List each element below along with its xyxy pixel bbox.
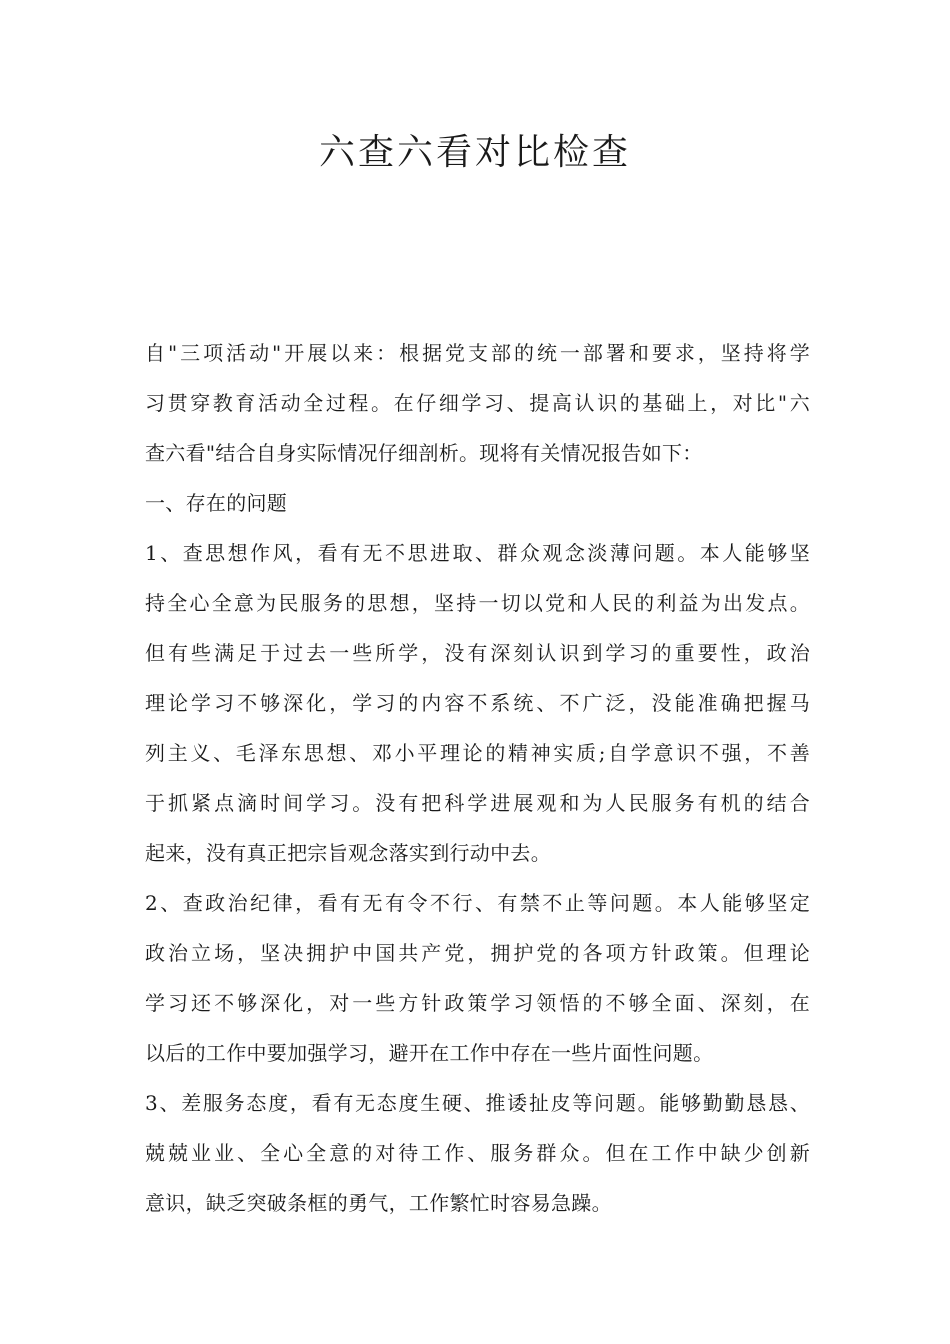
text-line: 于抓紧点滴时间学习。没有把科学进展观和为人民服务有机的结合 <box>145 791 810 815</box>
text-line: 以后的工作中要加强学习，避开在工作中存在一些片面性问题。 <box>145 1041 714 1065</box>
document-title: 六查六看对比检查 <box>318 132 631 173</box>
text-line: 兢兢业业、全心全意的对待工作、服务群众。但在工作中缺少创新 <box>145 1141 810 1165</box>
text-line: 起来，没有真正把宗旨观念落实到行动中去。 <box>145 841 551 865</box>
text-line: 持全心全意为民服务的思想，坚持一切以党和人民的利益为出发点。 <box>145 591 810 615</box>
paragraph-item-3 <box>145 1083 810 1233</box>
text-line: 1、查思想作风，看有无不思进取、群众观念淡薄问题。本人能够坚 <box>145 541 810 565</box>
text-line: 3、差服务态度，看有无态度生硬、推诿扯皮等问题。能够勤勤恳恳、 <box>145 1091 810 1115</box>
text-line: 理论学习不够深化，学习的内容不系统、不广泛，没能准确把握马 <box>145 691 810 715</box>
text-line: 列主义、毛泽东思想、邓小平理论的精神实质;自学意识不强，不善 <box>145 741 810 765</box>
text-line: 自"三项活动"开展以来：根据党支部的统一部署和要求，坚持将学 <box>145 341 810 365</box>
text-line: 意识，缺乏突破条框的勇气，工作繁忙时容易急躁。 <box>145 1191 612 1215</box>
text-line: 政治立场，坚决拥护中国共产党，拥护党的各项方针政策。但理论 <box>145 941 810 965</box>
document-body <box>145 333 810 1233</box>
paragraph-item-2 <box>145 883 810 1083</box>
text-line: 学习还不够深化，对一些方针政策学习领悟的不够全面、深刻，在 <box>145 991 810 1015</box>
text-line: 2、查政治纪律，看有无有令不行、有禁不止等问题。本人能够坚定 <box>145 891 810 915</box>
text-line: 习贯穿教育活动全过程。在仔细学习、提高认识的基础上，对比"六 <box>145 391 810 415</box>
text-line: 一、存在的问题 <box>145 491 288 515</box>
text-line: 但有些满足于过去一些所学，没有深刻认识到学习的重要性，政治 <box>145 641 810 665</box>
section-heading <box>145 483 810 533</box>
paragraph-item-1 <box>145 533 810 883</box>
text-line: 查六看"结合自身实际情况仔细剖析。现将有关情况报告如下： <box>145 441 703 465</box>
paragraph-intro <box>145 333 810 483</box>
